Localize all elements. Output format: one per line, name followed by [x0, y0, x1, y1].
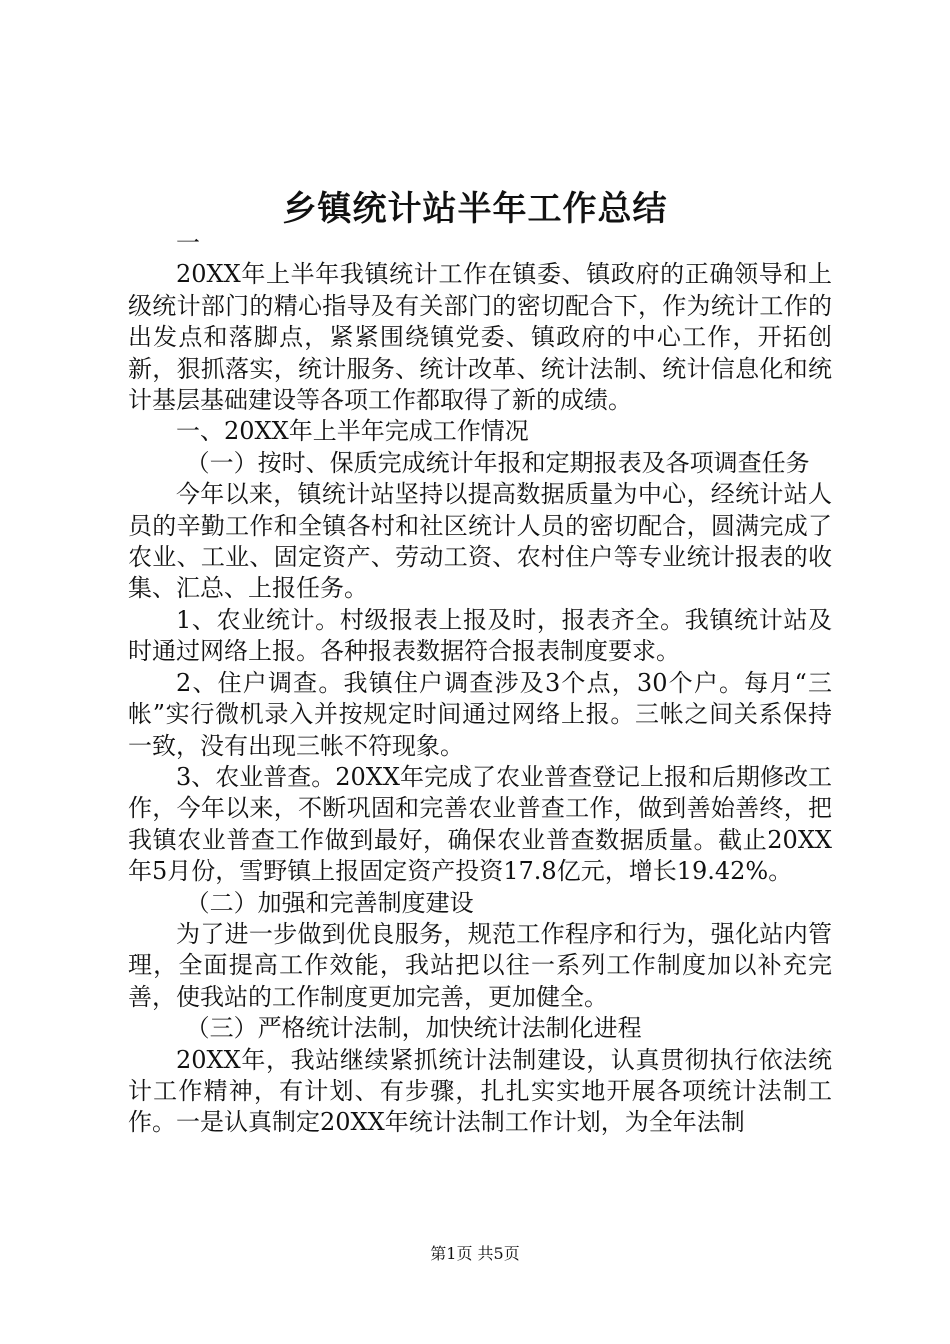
paragraph: 一、20XX年上半年完成工作情况 — [176, 417, 529, 446]
paragraph: 20XX年，我站继续紧抓统计法制建设，认真贯彻执行依法统计工作精神，有计划、有步骤，扎扎实实地开展各项统计法制工作。一是认真制定20XX年统计法制工作计划，为全年法制 — [128, 1045, 832, 1137]
document-title: 乡镇统计站半年工作总结 — [282, 189, 668, 229]
paragraph: （三）严格统计法制，加快统计法制化进程 — [185, 1014, 642, 1043]
paragraph: 一 — [176, 229, 200, 257]
paragraph: 3、农业普查。20XX年完成了农业普查登记上报和后期修改工作，今年以来，不断巩固和完善农业普查工作，做到善始善终，把我镇农业普查工作做到最好，确保农业普查数据质量。截止20XX年5月份，雪野镇上报固定资产投资17.8亿元，增长19.42%。 — [128, 762, 832, 886]
paragraph: 2、住户调查。我镇住户调查涉及3个点，30个户。每月“三帐”实行微机录入并按规定时间通过网络上报。三帐之间关系保持一致，没有出现三帐不符现象。 — [128, 668, 832, 760]
paragraph: （一）按时、保质完成统计年报和定期报表及各项调查任务 — [185, 448, 810, 477]
page-footer: 第1页 共5页 — [430, 1244, 520, 1263]
document-body — [128, 228, 832, 1139]
paragraph: 为了进一步做到优良服务，规范工作程序和行为，强化站内管理，全面提高工作效能，我站把以往一系列工作制度加以补充完善，使我站的工作制度更加完善，更加健全。 — [128, 919, 832, 1011]
paragraph: 20XX年上半年我镇统计工作在镇委、镇政府的正确领导和上级统计部门的精心指导及有关部门的密切配合下，作为统计工作的出发点和落脚点，紧紧围绕镇党委、镇政府的中心工作，开拓创新，狠抓落实，统计服务、统计改革、统计法制、统计信息化和统计基层基础建设等各项工作都取得了新的成绩。 — [128, 260, 832, 415]
paragraph: （二）加强和完善制度建设 — [185, 888, 474, 917]
paragraph: 1、农业统计。村级报表上报及时，报表齐全。我镇统计站及时通过网络上报。各种报表数据符合报表制度要求。 — [128, 605, 832, 666]
paragraph: 今年以来，镇统计站坚持以提高数据质量为中心，经统计站人员的辛勤工作和全镇各村和社区统计人员的密切配合，圆满完成了农业、工业、固定资产、劳动工资、农村住户等专业统计报表的收集、汇总、上报任务。 — [128, 480, 832, 603]
